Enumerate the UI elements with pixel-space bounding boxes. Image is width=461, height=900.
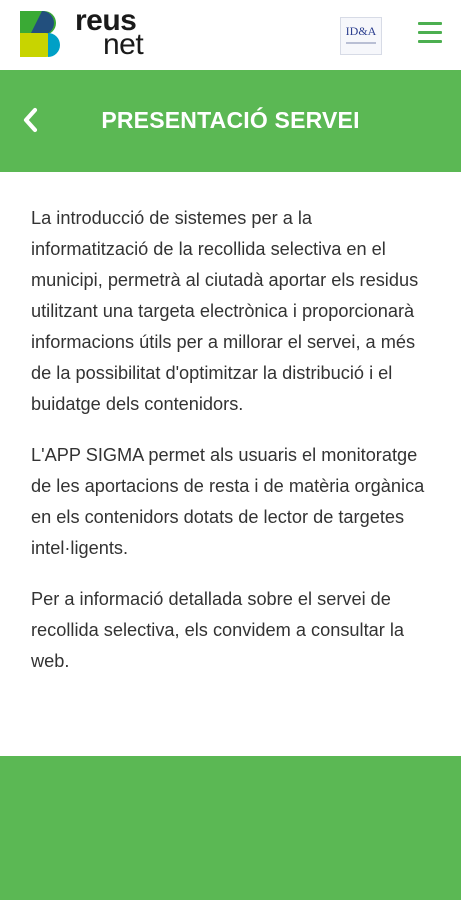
reusnet-logo-mark-icon bbox=[20, 9, 70, 59]
paragraph-more-info: Per a informació detallada sobre el servei de recollida selectiva, els convidem a consultar la web. bbox=[31, 589, 405, 671]
paragraph-intro: La introducció de sistemes per a la informatització de la recollida selectiva en el municipi, permetrà al ciutadà aportar els residus utilitzant una targeta electrònica i proporcionarà informacions útils per a millorar el servei, a més de la possibilitat d'optimitzar la distribució i el buidatge dels contenidors. bbox=[31, 208, 419, 414]
reusnet-logo[interactable] bbox=[20, 4, 170, 61]
partner-logo bbox=[340, 17, 382, 55]
logo-line-1: reus bbox=[75, 4, 137, 37]
service-description bbox=[31, 203, 431, 697]
footer-bar bbox=[0, 756, 461, 900]
partner-logo-text: ID&A bbox=[345, 24, 377, 38]
top-bar bbox=[0, 0, 461, 70]
hamburger-menu-icon[interactable] bbox=[418, 22, 442, 46]
logo-wordmark bbox=[75, 4, 144, 61]
partner-logo-underline bbox=[346, 42, 376, 44]
page-header bbox=[0, 70, 461, 172]
paragraph-app-sigma: L'APP SIGMA permet als usuaris el monitoratge de les aportacions de resta i de matèria orgànica en els contenidors dotats de lector de targetes intel·ligents. bbox=[31, 445, 425, 558]
page-title: PRESENTACIÓ SERVEI bbox=[101, 107, 360, 133]
logo-line-2: net bbox=[103, 28, 144, 61]
